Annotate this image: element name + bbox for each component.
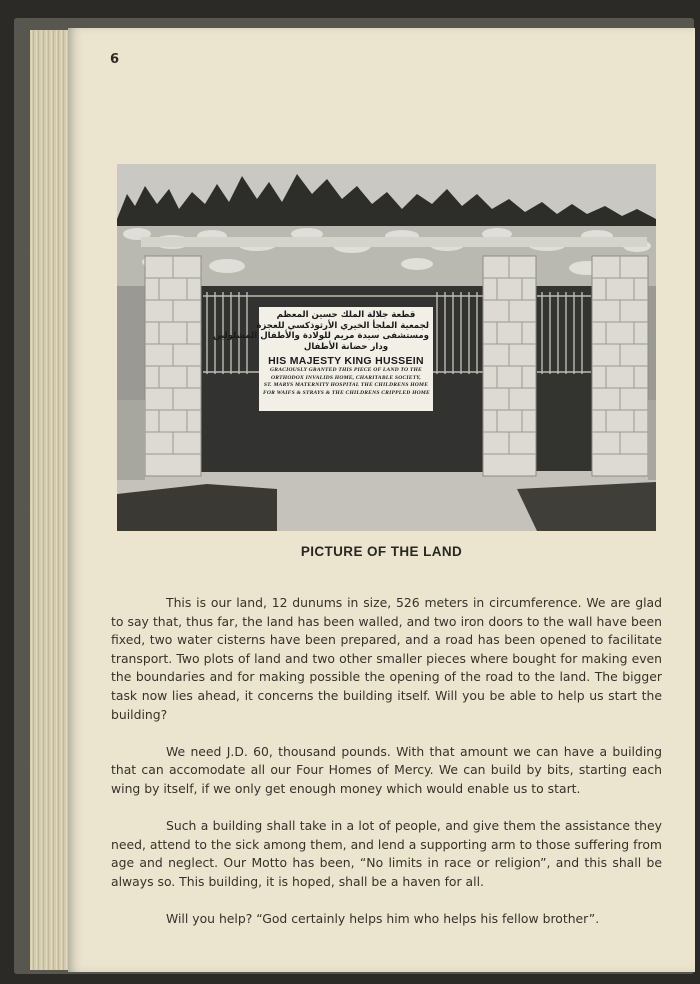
sign-arabic-line: لجمعية الملجأ الخيري الأرثوذكسي للعجزة xyxy=(256,320,429,331)
sign-line: ST. MARYS MATERNITY HOSPITAL THE CHILDRENS HOME xyxy=(263,382,429,389)
sign-line: FOR WAIFS & STRAYS & THE CHILDRENS CRIPPLED HOME xyxy=(263,389,430,396)
paragraph: This is our land, 12 dunums in size, 526 meters in circumference. We are glad to say that, thus far, the land has been walled, and two iron doors to the wall have been fixed, two water cisterns have been prepared, and a road has been opened to facilitate transport. Two plots of land and two other smaller pieces where bought for making even the boundaries and for making possible the opening of the road to the land. The bigger task now lies ahead, it concerns the building itself. Will you be able to help us start the building? xyxy=(111,595,662,722)
sign-arabic-line: ومستشفى سيدة مريم للولادة والأطفال المشلولين xyxy=(213,331,429,341)
sign-arabic-line: ودار حضانة الأطفال xyxy=(303,341,389,352)
sign-arabic-line: قطعة جلالة الملك حسين المعظم xyxy=(276,310,416,320)
paragraph: Will you help? “God certainly helps him who helps his fellow brother”. xyxy=(166,911,600,927)
body-text xyxy=(111,594,662,929)
sign-line: GRACIOUSLY GRANTED THIS PIECE OF LAND TO THE xyxy=(270,367,422,373)
sign-title: HIS MAJESTY KING HUSSEIN xyxy=(268,355,424,367)
land-photo xyxy=(117,164,656,531)
photo-caption: PICTURE OF THE LAND xyxy=(300,544,463,559)
paragraph: We need J.D. 60, thousand pounds. With that amount we can have a building that can accomodate all our Four Homes of Mercy. We can build by bits, starting each wing by itself, if we only get enough money which would enable us to start. xyxy=(111,743,662,796)
page-number: 6 xyxy=(110,52,120,67)
paragraph: Such a building shall take in a lot of people, and give them the assistance they need, attend to the sick among them, and lend a supporting arm to those suffering from age and neglect. Our Motto has been, “No limits in race or religion”, and this shall be always so. This building, it is hoped, shall be a haven for all. xyxy=(111,818,662,889)
land-grant-sign xyxy=(213,307,433,411)
sign-line: ORTHODOX INVALIDS HOME, CHARITABLE SOCIETY, xyxy=(270,374,422,381)
